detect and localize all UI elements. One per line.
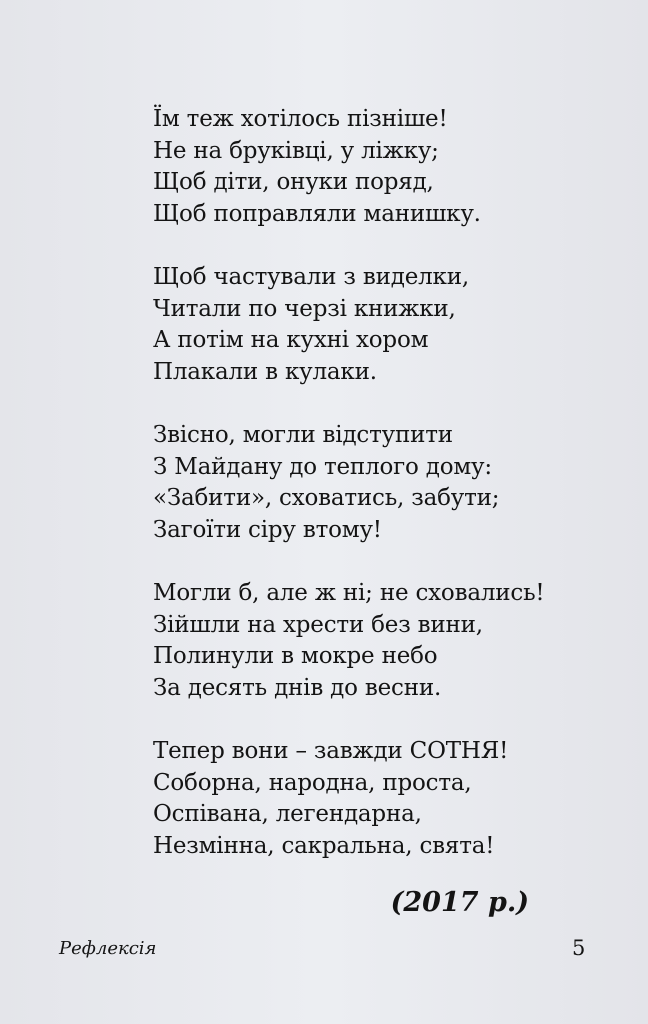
poem bbox=[153, 104, 553, 894]
poem-line: Читали по черзі книжки, bbox=[153, 295, 456, 322]
stanza bbox=[153, 736, 553, 862]
poem-line: Загоїти сіру втому! bbox=[153, 516, 382, 543]
stanza bbox=[153, 104, 553, 230]
poem-line: Могли б, але ж ні; не сховались! bbox=[153, 580, 545, 606]
page-number: 5 bbox=[572, 936, 586, 960]
stanza bbox=[153, 420, 553, 546]
poem-line: Звісно, могли відступити bbox=[153, 422, 453, 448]
poem-year: (2017 р.) bbox=[390, 887, 529, 918]
poem-line: Щоб поправляли манишку. bbox=[153, 200, 481, 227]
stanza bbox=[153, 262, 553, 388]
poem-line: Щоб діти, онуки поряд, bbox=[153, 169, 434, 195]
poem-line: Не на бруківці, у ліжку; bbox=[153, 137, 439, 164]
poem-line: Соборна, народна, проста, bbox=[153, 769, 472, 796]
poem-line: Полинули в мокре небо bbox=[153, 643, 438, 669]
poem-line: Незмінна, сакральна, свята! bbox=[153, 832, 495, 859]
stanza bbox=[153, 578, 553, 704]
book-title-footer: Рефлексія bbox=[59, 938, 157, 959]
poem-line: Їм теж хотілось пізніше! bbox=[153, 106, 448, 132]
poem-line: За десять днів до весни. bbox=[153, 674, 442, 701]
poem-line: А потім на кухні хором bbox=[153, 327, 429, 353]
poem-line: Тепер вони – завжди СОТНЯ! bbox=[153, 738, 509, 764]
poem-line: Плакали в кулаки. bbox=[153, 358, 377, 385]
poem-line: З Майдану до теплого дому: bbox=[153, 453, 492, 480]
poem-line: «Забити», сховатись, забути; bbox=[153, 485, 500, 511]
poem-line: Оспівана, легендарна, bbox=[153, 801, 422, 827]
poem-line: Зійшли на хрести без вини, bbox=[153, 611, 483, 638]
poem-line: Щоб частували з виделки, bbox=[153, 264, 469, 290]
